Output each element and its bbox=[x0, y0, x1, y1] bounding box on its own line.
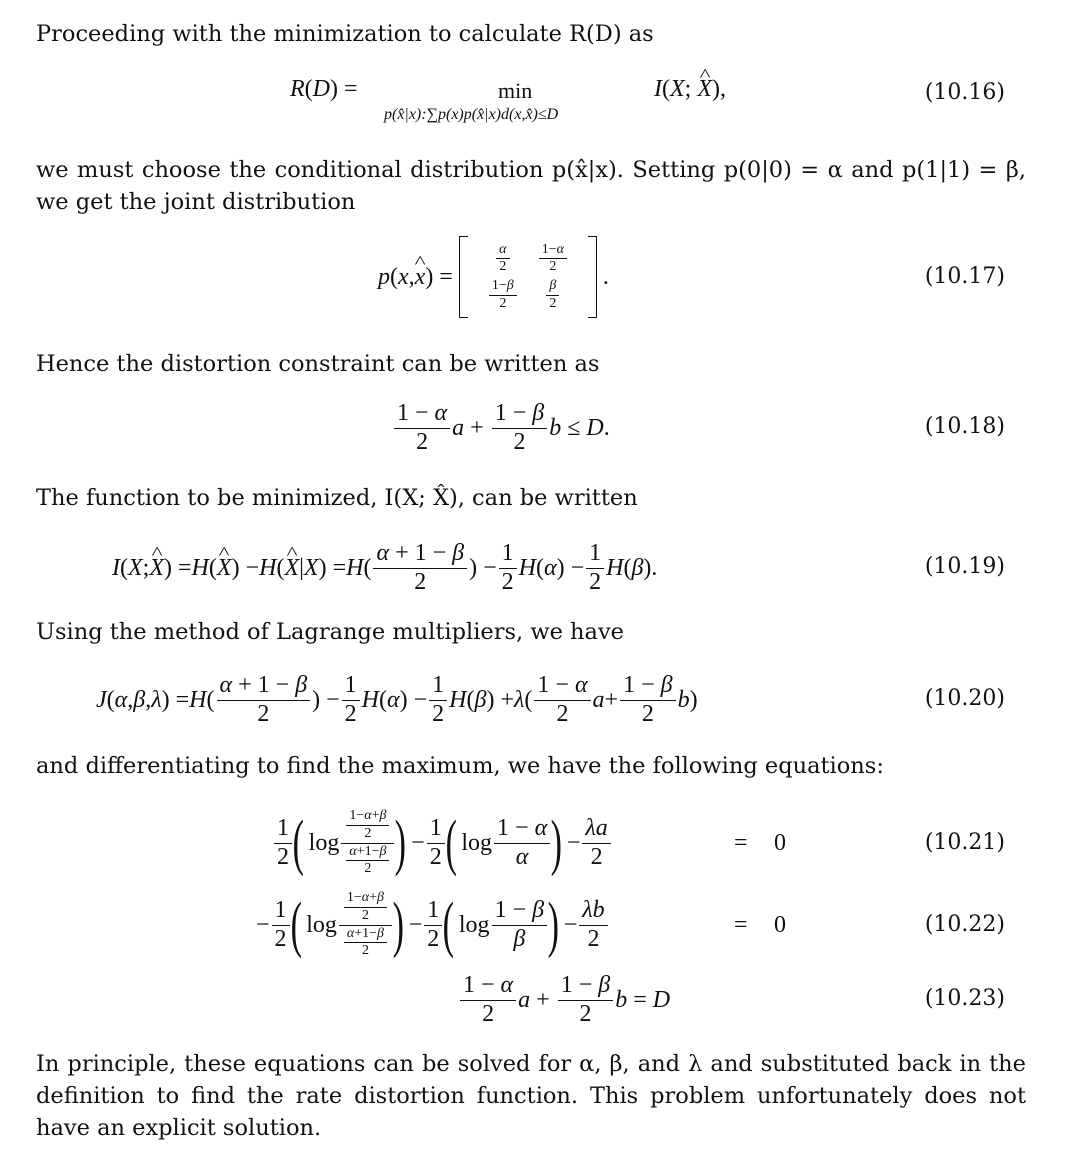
equation-10-23: $\frac{1 - \alpha}{2}$ a + $\frac{1 - \beta}{2}$ b = D (10.23) bbox=[0, 968, 1065, 1032]
equation-10-17: p ( x , ^ x ) = $\frac{\alpha}{2}$ $\frac{1-\alpha}{2}$ $\frac{1-\beta}{2}$ $\frac{\beta}{2}$ . (10.17) bbox=[0, 236, 1065, 326]
equation-10-20: J ( α , β , λ ) = H ( $\frac{\alpha + 1 - \beta}{2}$ ) − $\frac{1}{2}$ H ( α ) − $\frac{1}{2}$ H ( β ) + λ ( $\frac{1 - \alpha}{2}$ a + $\frac{1 - \beta}{2}$ b ) (10.20) bbox=[96, 672, 1005, 727]
paragraph-constraint: Hence the distortion constraint can be written as bbox=[36, 351, 600, 377]
equation-10-19: I ( X ; ^ X ) = H ( ^ X ) − H ( ^ X | X ) = H ( $\frac{\alpha + 1 - \beta}{2}$ ) − $\frac{1}{2}$ H ( α ) − $\frac{1}{2}$ H ( β ). (10.19) bbox=[0, 536, 1065, 600]
paragraph-lagrange: Using the method of Lagrange multipliers, we have bbox=[36, 619, 624, 645]
paragraph-differentiate: and differentiating to find the maximum, we have the following equations: bbox=[36, 753, 884, 779]
equation-number: (10.16) bbox=[924, 80, 1005, 105]
equation-number: (10.19) bbox=[924, 554, 1005, 579]
equation-number: (10.18) bbox=[924, 414, 1005, 439]
paragraph-conditional: we must choose the conditional distribution p(x̂|x). Setting p(0|0) = α and p(1|1) = β, we get the joint distribution bbox=[36, 157, 1026, 215]
paragraph-conclusion: In principle, these equations can be solved for α, β, and λ and substituted back in the definition to find the rate distortion function. This problem unfortunately does not have an explicit solution. bbox=[36, 1051, 1026, 1141]
equation-10-18: $\frac{1 - \alpha}{2}$ a + $\frac{1 - \beta}{2}$ b ≤ D . (10.18) bbox=[0, 396, 1065, 460]
equation-10-16: R(D) = min p(x̂|x):∑p(x)p(x̂|x)d(x,x̂)≤D I(X; ^ X), (10.16) bbox=[0, 72, 1065, 134]
equation-number: (10.20) bbox=[924, 686, 1005, 711]
equation-10-21: $\frac{1}{2}$ ( log $\frac{\frac{1-\alpha+\beta}{2}}{\frac{\alpha+1-\beta}{2}}$ ) − $\frac{1}{2}$ ( log $\frac{1 - \alpha}{\alpha}$ ) − $\frac{\lambda a}{2}$ = 0 (10.21) bbox=[0, 802, 1065, 884]
equation-number: (10.22) bbox=[924, 912, 1005, 937]
paragraph-function: The function to be minimized, I(X; X̂), can be written bbox=[36, 485, 638, 511]
equation-number: (10.17) bbox=[924, 264, 1005, 289]
paragraph-intro: Proceeding with the minimization to calculate R(D) as bbox=[36, 21, 654, 47]
equation-number: (10.23) bbox=[924, 986, 1005, 1011]
equation-number: (10.21) bbox=[924, 830, 1005, 855]
equation-10-22: − $\frac{1}{2}$ ( log $\frac{\frac{1-\alpha+\beta}{2}}{\frac{\alpha+1-\beta}{2}}$ ) − $\frac{1}{2}$ ( log $\frac{1 - \beta}{\beta}$ ) − $\frac{\lambda b}{2}$ = 0 (10.22) bbox=[256, 890, 1005, 959]
